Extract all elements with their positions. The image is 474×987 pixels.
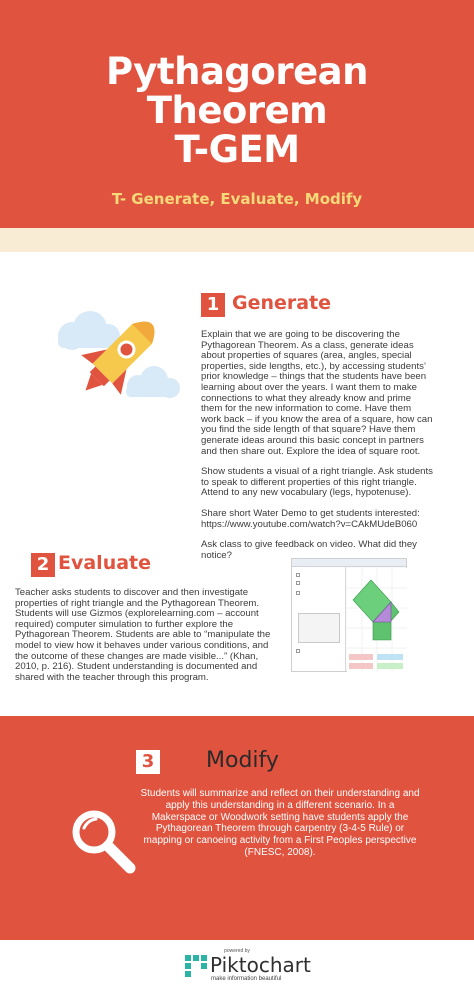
section-number-3: 3 [136,750,160,774]
gizmo-table [298,613,340,643]
header-banner [0,0,474,228]
gizmo-option-row [296,591,302,595]
generate-paragraph-3: Share short Water Demo to get students interested: https://www.youtube.com/watch?v=CAkMUdeB060 [201,507,420,530]
modify-body: Students will summarize and reflect on their understanding and apply this understanding in a different scenario. In a Makerspace or Woodwork setting have students apply the Pythagorean Theorem through carpentry (3-4-5 Rule) or mapping or canoeing activity from a First Peoples perspective (FNESC, 2008). [140,788,420,858]
piktochart-tagline: make information beautiful [211,976,282,982]
title-line-1: Pythagorean [106,50,368,93]
generate-body [201,330,433,571]
generate-paragraph-2: Show students a visual of a right triangle. Ask students to speak to different properties of this right triangle. Attend to any new vocabulary (legs, hypotenuse). [201,466,433,499]
rocket-icon [40,300,190,420]
gizmo-option-row [296,581,302,585]
section-title-modify: Modify [206,748,279,773]
section-title-generate: Generate [232,292,332,314]
header-divider-band [0,228,474,252]
generate-paragraph-1: Explain that we are going to be discovering the Pythagorean Theorem. As a class, generate ideas about properties of squares (area, angles, special properties, side lengths, etc.), by accessing students’ prior knowledge – things that the students have been learning about over the years. I want them to make connections to what they already know and prime them for the new information to come. Have them work back – if you know the area of a square, how can you find the side length of that square? Have them generate ideas around this basic concept in partners and then share out. Explore the idea of square root. [201,329,433,457]
page-title [0,52,474,169]
gizmo-pythagorean-diagram [347,568,407,672]
gizmo-control-panel [292,567,346,671]
generate-paragraph-4: Ask class to give feedback on video. What did they notice? [201,539,417,561]
gizmo-simulation-screenshot [291,558,407,672]
evaluate-body: Teacher asks students to discover and then investigate properties of right triangle and the Pythagorean Theorem. Students will use Gizmos (explorelearning.com – account required) computer simulation to further explore the Pythagorean Theorem. Students are able to “manipulate the model to view how it behaves under various conditions, and the outcome of these changes are made visible...” (Khan, 2010, p. 216). Student understanding is documented and shared with the teacher through this program. [15,587,271,683]
gizmo-option-row [296,573,302,577]
gizmo-title-bar [292,559,406,567]
title-line-3: T-GEM [174,128,300,171]
section-title-evaluate: Evaluate [58,552,152,574]
powered-by-label: powered by [224,948,250,954]
title-line-2: Theorem [146,89,328,132]
section-number-2: 2 [31,553,55,577]
gizmo-option-row [296,649,302,653]
magnifying-glass-icon [68,806,138,876]
piktochart-brand-name[interactable]: Piktochart [210,953,311,977]
section-number-1: 1 [201,293,225,317]
page-subtitle: T- Generate, Evaluate, Modify [111,190,363,208]
piktochart-logo-icon [185,955,207,977]
